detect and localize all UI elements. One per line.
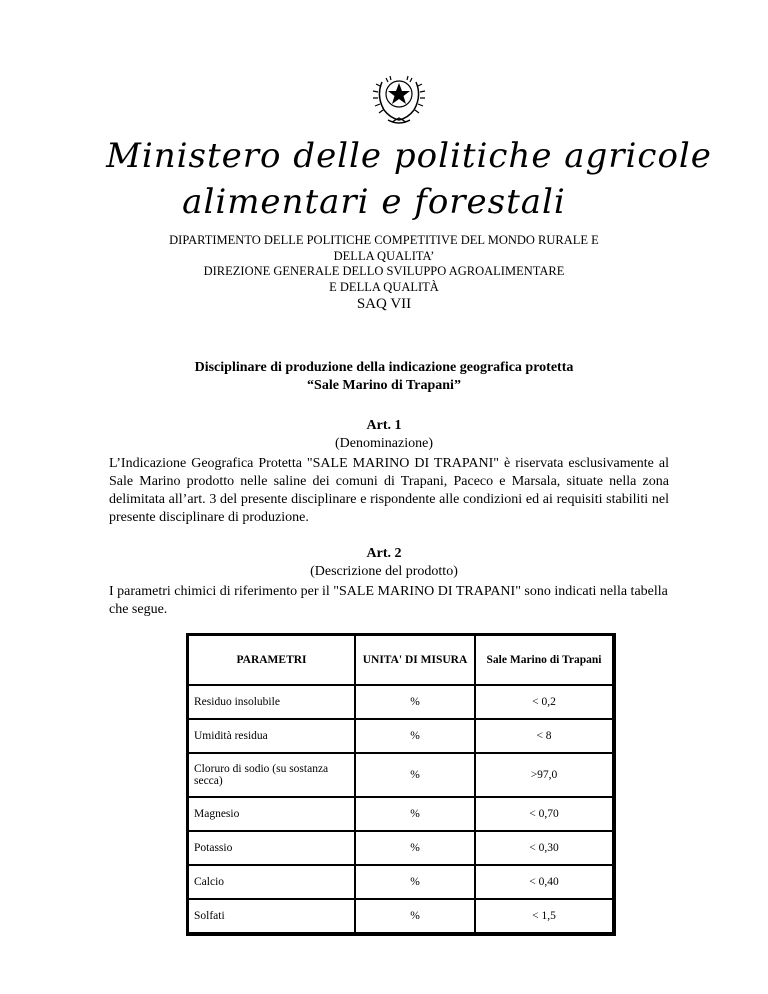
header-cell: PARAMETRI	[188, 635, 355, 685]
value-cell: < 0,2	[475, 685, 613, 719]
unit-cell: %	[355, 719, 475, 753]
office-code: SAQ VII	[356, 296, 412, 312]
table-header-row	[188, 635, 613, 685]
parameter-cell: Magnesio	[188, 797, 355, 831]
table-row	[188, 831, 613, 865]
unit-cell: %	[355, 865, 475, 899]
table-row	[188, 685, 613, 719]
article-1-heading	[0, 417, 768, 453]
article-2-heading	[0, 545, 768, 581]
value-cell: < 0,40	[475, 865, 613, 899]
parameter-cell: Umidità residua	[188, 719, 355, 753]
value-cell: < 0,30	[475, 831, 613, 865]
parameter-cell: Solfati	[188, 899, 355, 933]
parameter-cell: Calcio	[188, 865, 355, 899]
value-cell: < 1,5	[475, 899, 613, 933]
table-row	[188, 899, 613, 933]
unit-cell: %	[355, 831, 475, 865]
value-cell: >97,0	[475, 753, 613, 797]
parameter-cell: Cloruro di sodio (su sostanza secca)	[188, 753, 355, 797]
department-line: DELLA QUALITA’	[333, 248, 435, 263]
unit-cell: %	[355, 899, 475, 933]
article-number: Art. 1	[366, 418, 402, 433]
ministry-name-line2: alimentari e forestali	[182, 182, 566, 222]
article-number: Art. 2	[366, 546, 402, 561]
header-cell: Sale Marino di Trapani	[475, 635, 613, 685]
value-cell: < 0,70	[475, 797, 613, 831]
article-subtitle: (Descrizione del prodotto)	[310, 564, 458, 579]
value-cell: < 8	[475, 719, 613, 753]
document-title-line2: “Sale Marino di Trapani”	[307, 378, 461, 393]
department-block	[0, 233, 768, 313]
parameter-cell: Residuo insolubile	[188, 685, 355, 719]
unit-cell: %	[355, 753, 475, 797]
table-row	[188, 753, 613, 797]
ministry-name-line1: Ministero delle politiche agricole	[106, 136, 712, 176]
article-1-text: L’Indicazione Geografica Protetta "SALE MARINO DI TRAPANI" è riservata esclusivamente al Sale Marino prodotto nelle saline dei comuni di Trapani, Paceco e Marsala, situate nella zona delimitata all’art. 3 del presente disciplinare e rispondente alle condizioni ed ai requisiti stabiliti nel presente disciplinare di produzione.	[109, 456, 669, 525]
table-row	[188, 865, 613, 899]
table-row	[188, 797, 613, 831]
department-line: DIPARTIMENTO DELLE POLITICHE COMPETITIVE DEL MONDO RURALE E	[169, 233, 599, 247]
article-2-text: I parametri chimici di riferimento per il "SALE MARINO DI TRAPANI" sono indicati nella tabella che segue.	[109, 584, 668, 617]
article-subtitle: (Denominazione)	[335, 436, 433, 451]
unit-cell: %	[355, 685, 475, 719]
unit-cell: %	[355, 797, 475, 831]
department-line: E DELLA QUALITÀ	[329, 279, 439, 294]
parameter-cell: Potassio	[188, 831, 355, 865]
header-cell: UNITA' DI MISURA	[355, 635, 475, 685]
department-line: DIREZIONE GENERALE DELLO SVILUPPO AGROALIMENTARE	[203, 264, 565, 278]
table-row	[188, 719, 613, 753]
italian-republic-emblem-icon	[368, 70, 430, 126]
parameters-table	[186, 633, 616, 936]
document-title	[0, 359, 768, 395]
document-title-line1: Disciplinare di produzione della indicazione geografica protetta	[194, 360, 574, 375]
